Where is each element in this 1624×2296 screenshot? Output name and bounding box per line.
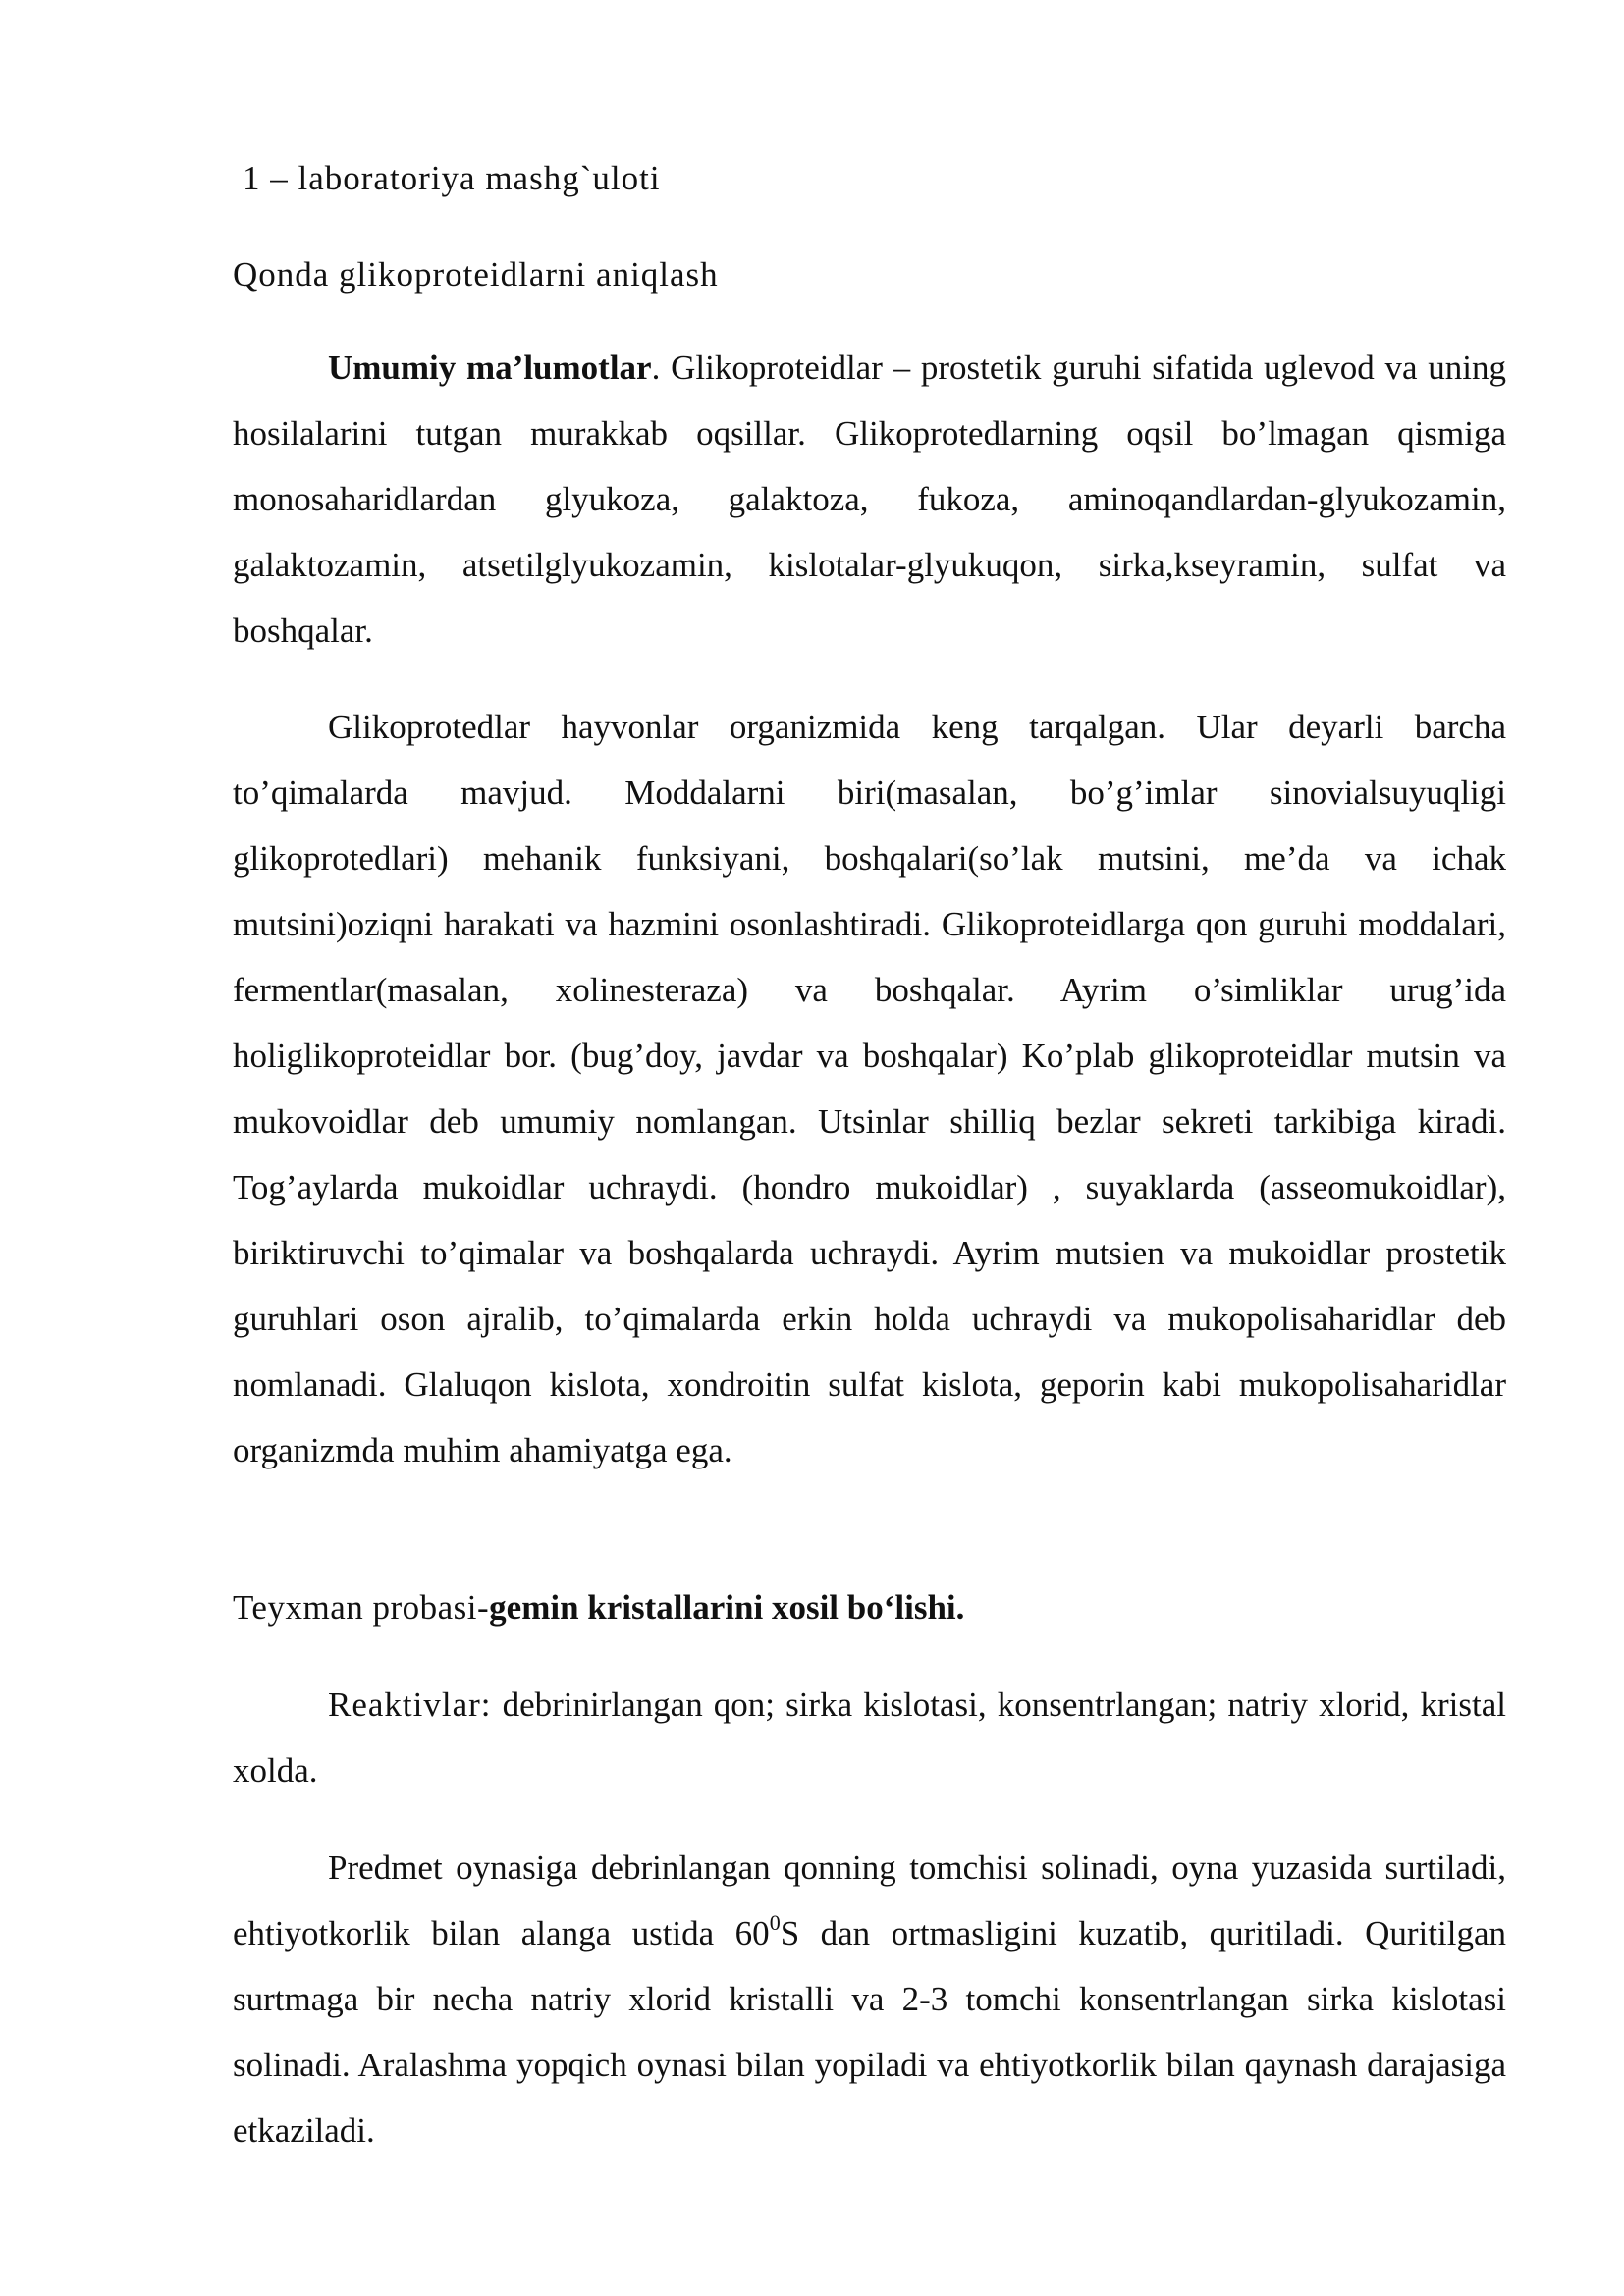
section-heading (233, 1575, 964, 1640)
procedure-superscript: 0 (769, 1910, 781, 1936)
reagents-text: debrinirlangan qon; sirka kislotasi, konsentrlangan; natriy xlorid, kristal xolda. (233, 1685, 1506, 1789)
lab-title: 1 – laboratoriya mashg`uloti (243, 159, 661, 197)
procedure-part2: S dan ortmasligini kuzatib, quritiladi. Quritilgan surtmaga bir necha natriy xlorid kristalli va 2-3 tomchi konsentrlangan sirka kislotasi solinadi. Aralashma yopqich oynasi bilan yopiladi va ehtiyotkorlik bilan qaynash darajasiga etkaziladi. (233, 1914, 1506, 2150)
reagents-label: Reaktivlar: (328, 1685, 492, 1724)
topic-title: Qonda glikoproteidlarni aniqlash (233, 255, 719, 294)
intro-text: . Glikoproteidlar – prostetik guruhi sifatida uglevod va uning hosilalarini tutgan murakkab oqsillar. Glikoprotedlarning oqsil bo’lmagan qismiga monosaharidlardan glyukoza, galaktoza, fukoza, aminoqandlardan-glyukozamin, galaktozamin, atsetilglyukozamin, kislotalar-glyukuqon, sirka,kseyramin, sulfat va boshqalar. (233, 348, 1506, 650)
paragraph-2: Glikoprotedlar hayvonlar organizmida keng tarqalgan. Ular deyarli barcha to’qimalarda mavjud. Moddalarni biri(masalan, bo’g’imlar sinovialsuyuqligi glikoprotedlari) mehanik funksiyani, boshqalari(so’lak mutsini, me’da va ichak mutsini)oziqni harakati va hazmini osonlashtiradi. Glikoproteidlarga qon guruhi moddalari, fermentlar(masalan, xolinesteraza) va boshqalar. Ayrim o’simliklar urug’ida holiglikoproteidlar bor. (bug’doy, javdar va boshqalar) Ko’plab glikoproteidlar mutsin va mukovoidlar deb umumiy nomlangan. Utsinlar shilliq bezlar sekreti tarkibiga kiradi. Tog’aylarda mukoidlar uchraydi. (hondro mukoidlar) , suyaklarda (asseomukoidlar), biriktiruvchi to’qimalar va boshqalarda uchraydi. Ayrim mutsien va mukoidlar prostetik guruhlari oson ajralib, to’qimalarda erkin holda uchraydi va mukopolisaharidlar deb nomlanadi. Glaluqon kislota, xondroitin sulfat kislota, geporin kabi mukopolisaharidlar organizmda muhim ahamiyatga ega. (233, 708, 1506, 1469)
procedure-paragraph (233, 1835, 1506, 2163)
intro-lead: Umumiy ma’lumotlar (328, 348, 652, 387)
reagents-paragraph (233, 1672, 1506, 1803)
intro-paragraph (233, 335, 1506, 664)
section-heading-bold: gemin kristallarini xosil bo‘lishi. (489, 1588, 965, 1627)
section-heading-regular: Teyxman probasi- (233, 1588, 490, 1627)
procedure-part1: Predmet oynasiga debrinlangan qonning tomchisi solinadi, oyna yuzasida surtiladi, ehtiyotkorlik bilan alanga ustida 60 (233, 1848, 1506, 1952)
